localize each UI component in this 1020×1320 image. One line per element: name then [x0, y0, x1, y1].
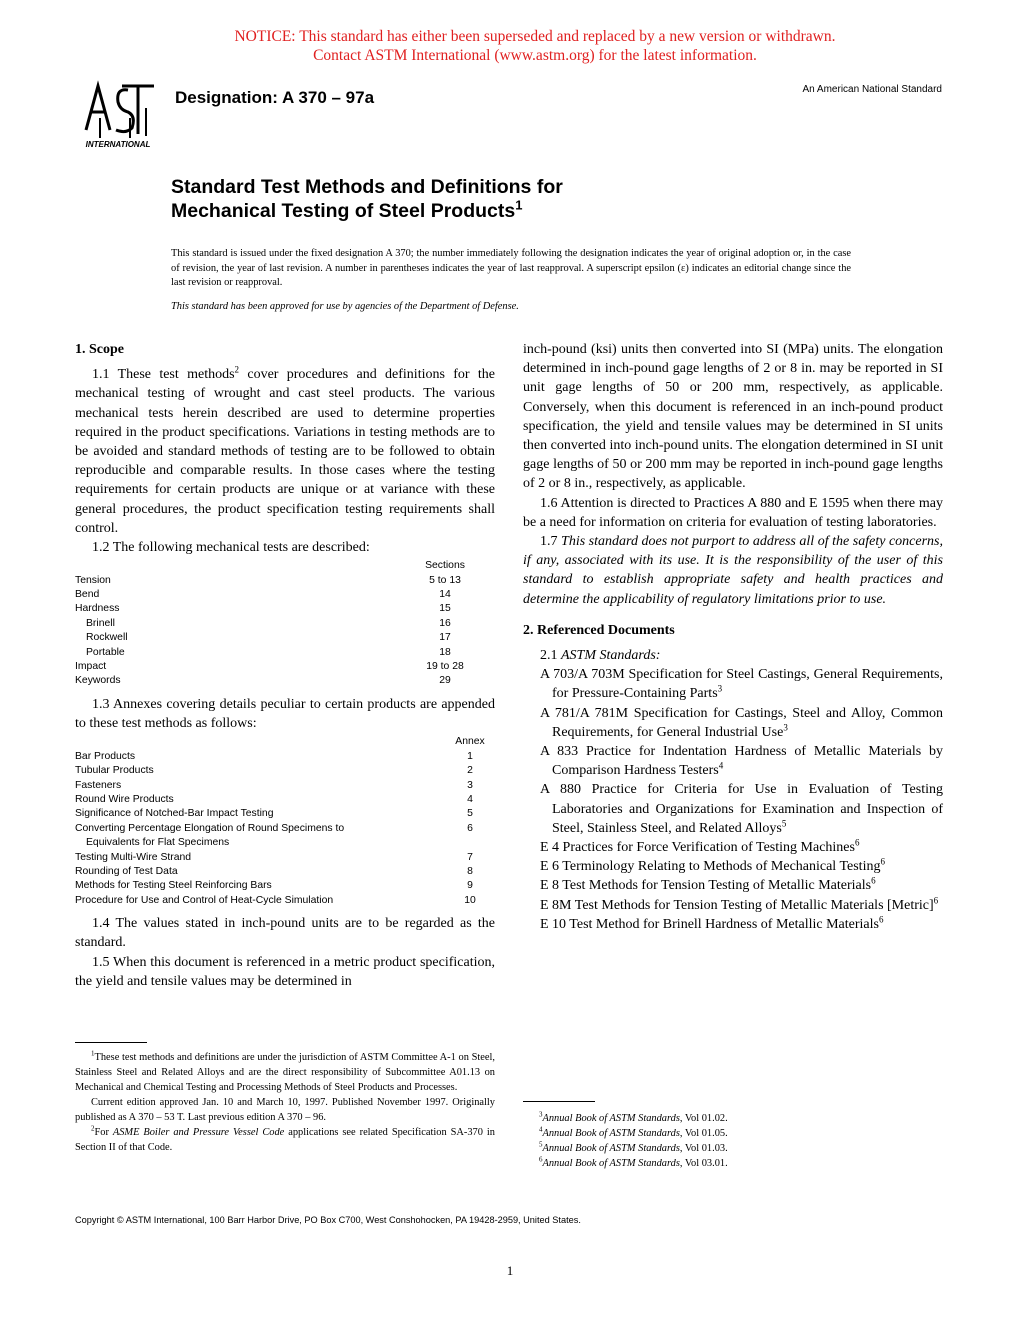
para-1-6: 1.6 Attention is directed to Practices A 880 and E 1595 when there may be a need for information on criteria for evaluation of testing laboratories. — [523, 495, 943, 530]
test-row-label: Impact — [75, 661, 107, 673]
annex-header: Annex — [455, 736, 485, 748]
annex-row — [75, 764, 495, 778]
footnote-1: $^1$These test methods and definitions are under the jurisdiction of ASTM Committee A-1 on Steel, Stainless Steel and Related Alloys and are the direct responsibility of Subcommittee A01.13 on Mechanical and Chemical Testing and Processing Methods of Steel Products and Processes. — [75, 1049, 495, 1093]
annex-row-value: 10 — [464, 894, 476, 906]
test-row — [75, 646, 485, 660]
annex-row-value: 8 — [467, 865, 473, 877]
annex-row-value: 9 — [467, 880, 473, 892]
annex-row — [75, 793, 495, 807]
footnotes-right — [523, 1111, 943, 1171]
annex-row — [75, 807, 495, 821]
test-row-value: 16 — [439, 617, 451, 629]
annex-row-label: Testing Multi-Wire Strand — [75, 851, 192, 863]
reference-item: E 6 Terminology Relating to Methods of Mechanical Testing$^6$ — [540, 856, 885, 875]
test-row-label: Rockwell — [86, 632, 128, 644]
test-row — [75, 617, 485, 631]
annex-row — [75, 836, 495, 850]
refs-heading: 2. Referenced Documents — [523, 622, 675, 638]
annex-table — [75, 735, 495, 908]
para-1-1: 1.1 These test methods$^2$ cover procedures and definitions for the mechanical testing of wrought and cast steel products. The various mechanical tests herein described are used to determine properties required in the product specifications. Variations in testing methods are to be avoided and standard methods of testing are to be followed to obtain reproducible and comparable results. In those cases where the testing requirements for certain products are unique or at variance with these general procedures, the product specification testing requirements shall control. — [75, 364, 495, 536]
annex-row — [75, 779, 495, 793]
annex-row-value: 6 — [467, 822, 473, 834]
para-1-3: 1.3 Annexes covering details peculiar to certain products are appended to these test methods as follows: — [75, 696, 495, 732]
annex-row — [75, 851, 495, 865]
approved-note: This standard has been approved for use by agencies of the Department of Defense. — [171, 301, 519, 312]
astm-logo — [76, 78, 160, 150]
scope-heading: 1. Scope — [75, 342, 124, 357]
test-row — [75, 588, 485, 602]
annex-row-label: Rounding of Test Data — [75, 865, 178, 877]
reference-item: E 8M Test Methods for Tension Testing of Metallic Materials [Metric]$^6$ — [540, 895, 939, 913]
reference-item: E 8 Test Methods for Tension Testing of Metallic Materials$^6$ — [540, 875, 876, 894]
annex-row — [75, 822, 495, 836]
annex-row — [75, 879, 495, 893]
annex-row-value: 2 — [467, 765, 473, 777]
annex-row-label: Bar Products — [75, 750, 136, 762]
footnote-rule-right — [523, 1101, 595, 1102]
footnote-right-item: $^5$Annual Book of ASTM Standards, Vol 01.03. — [539, 1140, 728, 1154]
notice-line-2: Contact ASTM International (www.astm.org) for the latest information. — [313, 47, 757, 64]
test-row-value: 29 — [439, 675, 451, 687]
annex-row-value: 4 — [467, 793, 473, 805]
title-line-2: Mechanical Testing of Steel Products$^1$ — [171, 197, 523, 222]
national-standard-label: An American National Standard — [802, 84, 942, 95]
right-column — [523, 340, 943, 934]
test-row — [75, 631, 485, 645]
annex-row-value — [445, 836, 495, 850]
annex-row-label: Significance of Notched-Bar Impact Testing — [75, 808, 274, 820]
footnote-right-item: $^4$Annual Book of ASTM Standards, Vol 01.05. — [539, 1125, 728, 1139]
test-row-label: Brinell — [86, 617, 115, 629]
test-row-value: 15 — [439, 603, 451, 615]
document-title — [171, 175, 771, 223]
test-row-value: 5 to 13 — [429, 574, 461, 586]
test-row-label: Tension — [75, 574, 111, 586]
footnote-1b: Current edition approved Jan. 10 and March 10, 1997. Published November 1997. Originally published as A 370 – 53 T. Last previous edition A 370 – 96. — [75, 1097, 495, 1123]
footnote-right-item: $^3$Annual Book of ASTM Standards, Vol 01.02. — [539, 1110, 728, 1124]
supersede-notice — [0, 27, 1020, 65]
annex-row-label: Round Wire Products — [75, 793, 174, 805]
annex-row-label: Procedure for Use and Control of Heat-Cycle Simulation — [75, 894, 334, 906]
test-row-label: Keywords — [75, 675, 121, 687]
title-line-1: Standard Test Methods and Definitions for — [171, 176, 563, 198]
test-row-value: 19 to 28 — [426, 661, 464, 673]
copyright: Copyright © ASTM International, 100 Barr Harbor Drive, PO Box C700, West Conshohocken, PA 19428-2959, United States. — [75, 1215, 581, 1225]
test-row — [75, 674, 485, 688]
annex-row — [75, 865, 495, 879]
annex-row-label: Fasteners — [75, 779, 122, 791]
annex-row-label: Converting Percentage Elongation of Round Specimens to — [75, 822, 345, 834]
footnote-rule-left — [75, 1042, 147, 1043]
annex-row-value: 5 — [467, 808, 473, 820]
test-row — [75, 602, 485, 616]
test-row-label: Bend — [75, 589, 100, 601]
annex-row — [75, 894, 495, 908]
annex-row-label: Equivalents for Flat Specimens — [86, 837, 230, 849]
page-number: 1 — [506, 1263, 514, 1278]
tests-table — [75, 559, 485, 689]
annex-row-label: Methods for Testing Steel Reinforcing Bars — [75, 880, 272, 892]
left-column — [75, 340, 495, 991]
test-row-value: 17 — [439, 632, 451, 644]
reference-item: E 4 Practices for Force Verification of Testing Machines$^6$ — [540, 837, 860, 856]
reference-item: A 781/A 781M Specification for Castings, Steel and Alloy, Common Requirements, for General Industrial Use$^3$ — [540, 705, 943, 740]
para-1-2: 1.2 The following mechanical tests are described: — [92, 540, 370, 556]
reference-item: A 880 Practice for Criteria for Use in Evaluation of Testing Laboratories and Organizations for Examination and Inspection of Steel, Stainless Steel, and Related Alloys$^5$ — [540, 782, 943, 836]
footnotes-left — [75, 1050, 495, 1155]
para-1-5: 1.5 When this document is referenced in a metric product specification, the yield and tensile values may be determined in — [75, 954, 495, 989]
designation: Designation: A 370 – 97a — [175, 88, 375, 107]
tests-header: Sections — [425, 560, 465, 572]
test-row-label: Hardness — [75, 603, 120, 615]
test-row-value: 14 — [439, 589, 451, 601]
test-row-value: 18 — [439, 646, 451, 658]
footnote-2: $^2$For ASME Boiler and Pressure Vessel Code applications see related Specification SA-370 in Section II of that Code. — [75, 1124, 495, 1153]
reference-item: A 833 Practice for Indentation Hardness of Metallic Materials by Comparison Hardness Testers$^4$ — [540, 744, 943, 779]
test-row — [75, 660, 485, 674]
para-1-4: 1.4 The values stated in inch-pound units are to be regarded as the standard. — [75, 916, 495, 951]
para-1-7: 1.7 This standard does not purport to address all of the safety concerns, if any, associated with its use. It is the responsibility of the user of this standard to establish appropriate safety and health practices and determine the applicability of regulatory limitations prior to use. — [523, 534, 943, 607]
logo-wordmark: INTERNATIONAL — [85, 140, 151, 149]
annex-row-value: 1 — [467, 750, 473, 762]
notice-line-1: NOTICE: This standard has either been superseded and replaced by a new version or withdrawn. — [234, 28, 836, 45]
test-row — [75, 574, 485, 588]
para-1-5-continued: inch-pound (ksi) units then converted into SI (MPa) units. The elongation determined in inch-pound gage lengths of 2 or 8 in. may be reported in SI unit gage lengths of 50 or 200 mm, respectively, as applicable. Conversely, when this document is referenced in an inch-pound product specification, the yield and tensile values may be determined in SI units then converted into inch-pound units. The elongation determined in SI unit gage lengths of 50 or 200 mm may be reported in inch-pound gage lengths of 2 or 8 in., respectively, as applicable. — [523, 342, 943, 492]
reference-item: A 703/A 703M Specification for Steel Castings, General Requirements, for Pressure-Containing Parts$^3$ — [540, 667, 943, 702]
test-row-label: Portable — [86, 646, 125, 658]
annex-row — [75, 750, 495, 764]
refs-intro: 2.1 ASTM Standards: — [540, 648, 661, 664]
annex-row-value: 3 — [467, 779, 473, 791]
reference-list — [523, 665, 943, 934]
reference-item: E 10 Test Method for Brinell Hardness of Metallic Materials$^6$ — [540, 914, 884, 932]
footnote-right-item: $^6$Annual Book of ASTM Standards, Vol 03.01. — [539, 1155, 728, 1169]
issue-note: This standard is issued under the fixed designation A 370; the number immediately following the designation indicates the year of original adoption or, in the case of revision, the year of last revision. A number in parentheses indicates the year of last reapproval. A superscript epsilon (ε) indicates an editorial change since the last revision or reapproval. — [171, 248, 851, 288]
annex-row-value: 7 — [467, 851, 473, 863]
annex-row-label: Tubular Products — [75, 765, 154, 777]
